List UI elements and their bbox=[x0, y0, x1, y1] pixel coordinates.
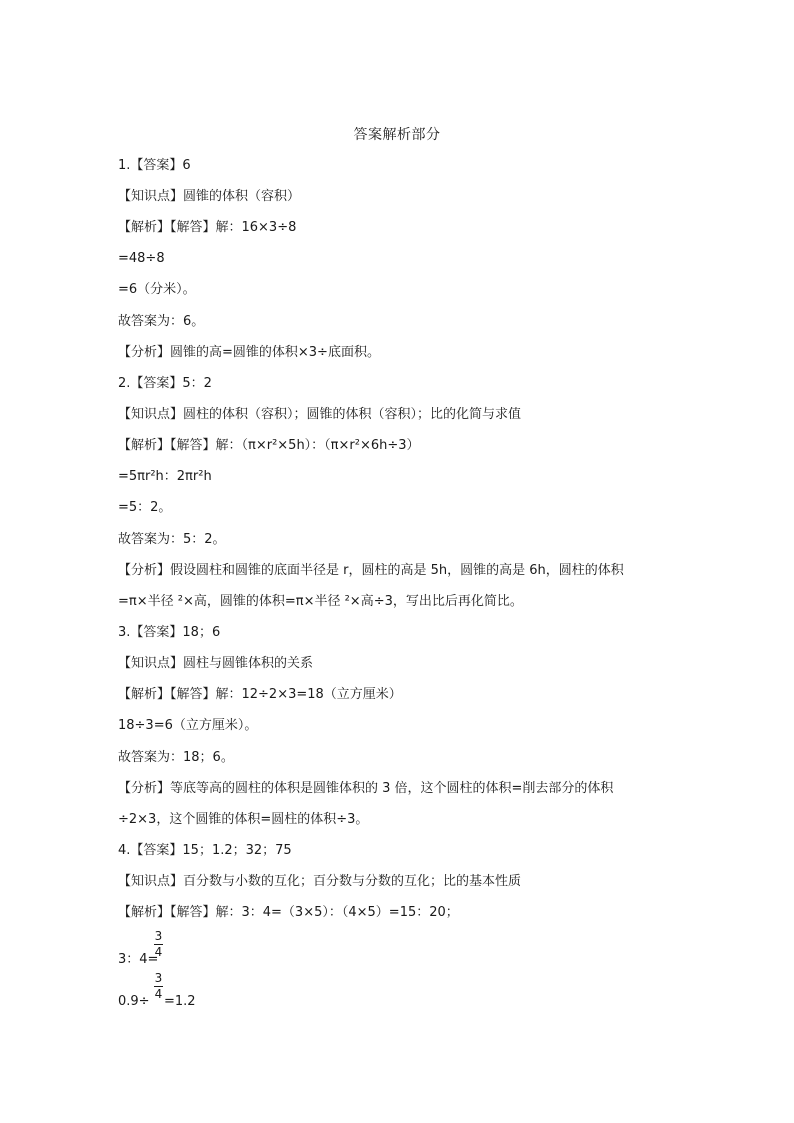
text-line: 1.【答案】6 bbox=[118, 158, 191, 173]
text-line: 故答案为：6。 bbox=[118, 314, 205, 329]
text-line: 【解析】【解答】解：（π×r²×5h）：（π×r²×6h÷3） bbox=[118, 438, 420, 453]
text-line: =48÷8 bbox=[118, 251, 165, 266]
text-line: 【知识点】百分数与小数的互化；百分数与分数的互化；比的基本性质 bbox=[118, 874, 522, 889]
text-line: 【知识点】圆柱与圆锥体积的关系 bbox=[118, 656, 314, 671]
text-line: =π×半径 ²×高，圆锥的体积=π×半径 ²×高÷3，写出比后再化简比。 bbox=[118, 594, 523, 609]
fraction-prefix: 0.9÷ bbox=[118, 994, 150, 1009]
text-line: =6（分米）。 bbox=[118, 282, 196, 297]
text-line: =5πr²h：2πr²h bbox=[118, 469, 212, 484]
fraction-numerator: 3 bbox=[154, 929, 163, 943]
fraction-line bbox=[118, 951, 158, 969]
text-line: 3.【答案】18；6 bbox=[118, 625, 221, 640]
text-line: 故答案为：18；6。 bbox=[118, 750, 234, 765]
text-line: 【分析】圆锥的高=圆锥的体积×3÷底面积。 bbox=[118, 345, 380, 360]
fraction-prefix: 3：4= bbox=[118, 952, 159, 967]
page-title: 答案解析部分 bbox=[353, 127, 441, 143]
fraction bbox=[154, 930, 163, 959]
text-line: 4.【答案】15；1.2；32；75 bbox=[118, 843, 292, 858]
text-line: 【解析】【解答】解：3：4=（3×5）：（4×5）=15：20； bbox=[118, 905, 459, 920]
text-line: 【知识点】圆锥的体积（容积） bbox=[118, 189, 301, 204]
text-line: 【知识点】圆柱的体积（容积）；圆锥的体积（容积）；比的化简与求值 bbox=[118, 407, 522, 422]
fraction-denominator: 4 bbox=[154, 987, 163, 1001]
text-line: 【解析】【解答】解：16×3÷8 bbox=[118, 220, 297, 235]
fraction-suffix: =1.2 bbox=[164, 994, 196, 1009]
text-line: 2.【答案】5：2 bbox=[118, 376, 212, 391]
text-line: =5：2。 bbox=[118, 500, 172, 515]
fraction-line bbox=[118, 993, 150, 1011]
text-line: ÷2×3，这个圆锥的体积=圆柱的体积÷3。 bbox=[118, 812, 369, 827]
text-line: 【解析】【解答】解：12÷2×3=18（立方厘米） bbox=[118, 687, 402, 702]
text-line: 【分析】假设圆柱和圆锥的底面半径是 r，圆柱的高是 5h，圆锥的高是 6h，圆柱的体积 bbox=[118, 563, 624, 578]
text-line: 18÷3=6（立方厘米）。 bbox=[118, 718, 258, 733]
fraction-numerator: 3 bbox=[154, 971, 163, 985]
text-line: 故答案为：5：2。 bbox=[118, 532, 226, 547]
fraction-denominator: 4 bbox=[154, 945, 163, 959]
fraction bbox=[154, 972, 163, 1001]
text-line: 【分析】等底等高的圆柱的体积是圆锥体积的 3 倍，这个圆柱的体积=削去部分的体积 bbox=[118, 781, 614, 796]
